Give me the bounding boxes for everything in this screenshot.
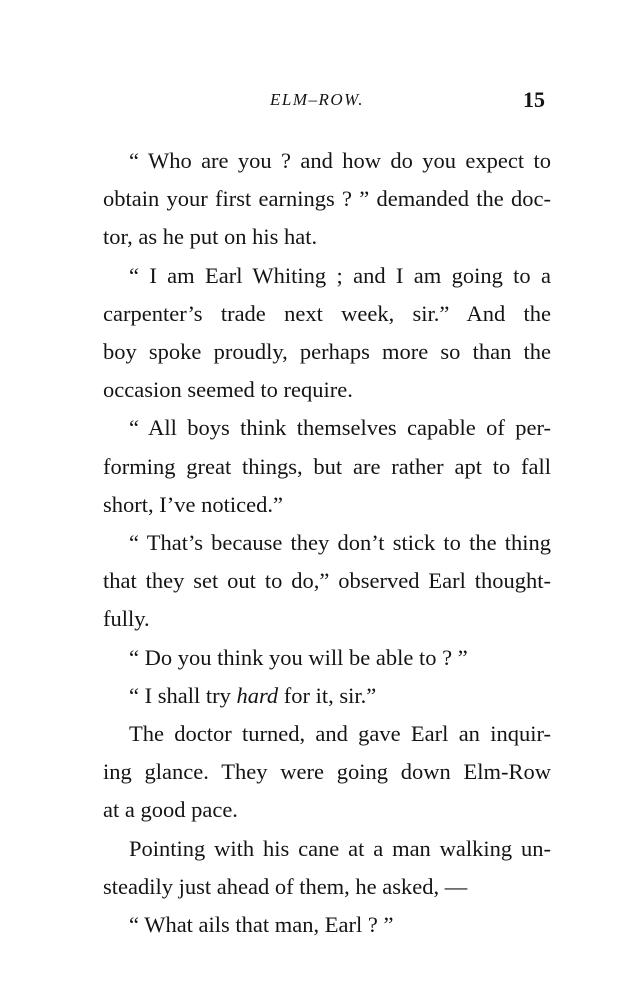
paragraph [103,906,551,944]
page-number: 15 [523,87,545,112]
paragraph [103,715,551,830]
italic-emphasis: hard [236,682,279,708]
text-line: “ I am Earl Whiting ; and I am going to a [129,262,551,288]
paragraph [103,677,551,715]
text-line: “ That’s because they don’t stick to the thing [129,530,551,556]
text-line: tor, as he put on his hat. [103,224,318,250]
paragraph [103,524,551,639]
text-line: “ All boys think themselves capable of per- [129,415,551,441]
text-line [103,677,551,715]
text-line: “ Do you think you will be able to ? ” [129,644,468,670]
text-line: occasion seemed to require. [103,377,353,403]
text-line: boy spoke proudly, perhaps more so than the [103,339,551,365]
text-line: obtain your first earnings ? ” demanded the doc- [103,186,551,212]
text-line: short, I’ve noticed.” [103,491,283,517]
paragraph [103,409,551,524]
paragraph [103,830,551,906]
body-text [103,142,551,944]
text-line: at a good pace. [103,797,238,823]
text-line: The doctor turned, and gave Earl an inquir- [129,721,551,747]
text-line: that they set out to do,” observed Earl thought- [103,568,551,594]
text-line: carpenter’s trade next week, sir.” And the [103,300,551,326]
text-run: “ I shall try [129,682,237,708]
running-head-title: ELM–ROW. [270,90,365,109]
text-line: forming great things, but are rather apt to fall [103,453,551,479]
paragraph [103,142,551,257]
running-head [0,87,641,114]
paragraph [103,639,551,677]
text-line: ing glance. They were going down Elm-Row [103,759,551,785]
text-line: Pointing with his cane at a man walking un- [129,835,551,861]
text-line: “ Who are you ? and how do you expect to [129,148,551,173]
text-line: fully. [103,606,150,632]
text-line: steadily just ahead of them, he asked, — [103,873,468,899]
text-run: for it, sir.” [278,682,377,708]
paragraph [103,257,551,410]
text-line: “ What ails that man, Earl ? ” [129,912,394,938]
